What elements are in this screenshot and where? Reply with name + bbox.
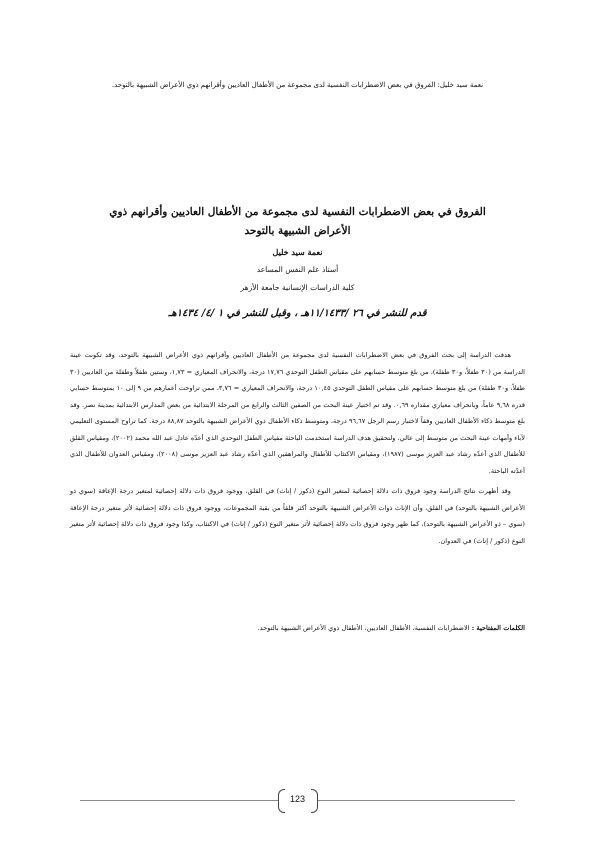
keywords (70, 622, 525, 634)
author-position: أستاذ علم النفس المساعد (256, 265, 339, 274)
paper-title: الفروق في بعض الاضطرابات النفسية لدى مجموعة من الأطفال العاديين وأقرانهم ذوي الأعراض الشبيهة بالتوحد (109, 206, 486, 237)
keywords-text: الاضطرابات النفسية، الأطفال العاديين، الأطفال ذوي الأعراض الشبيهة بالتوحد. (257, 624, 470, 632)
submission-dates: قدم للنشر في ٢٦ /١١/١٤٣٣هـ ، وقبل للنشر في ١ /٤/ ١٤٣٤هـ (168, 308, 427, 319)
abstract (70, 347, 525, 553)
abstract-paragraph-1: هدفت الدراسة إلى بحث الفروق في بعض الاضطرابات النفسية لدى مجموعة من الأطفال العاديين وأقرانهم ذوي الأعراض الشبيهة بالتوحد، وقد تكونت عينة الدراسة من (٣٠ طفلاً، و٣٠ طفلة)، من بلغ متوسط حسابهم على مقياس الطفل التوحدي ١٧,٧٦ درجة، والانحراف المعياري = ١,٧٣، وستين طفلاً وطفلة من العاديين (٣٠ طفلاً، و٣٠ طفلة) من بلغ متوسط حسابهم على مقياس الطفل التوحدي ١٠,٤٥ درجة، والانحراف المعياري = ٣,٧٦، ممن تراوحت أعمارهم من ٩ إلى ١٠ بمتوسط حسابي قدره ٩,٦٨ عاماً، وبانحراف معياري مقداره ٠,٦٩. وقد تم اختيار عينة البحث من الصفين الثالث والرابع من المرحلة الابتدائية من بعض المدارس الابتدائية بمدينة نصر. وقد بلغ متوسط ذكاء الأطفال العاديين وفقاً لاختبار رسم الرجل ٩٦,٦٧ درجة، ومتوسط ذكاء الأطفال ذوي الأعراض الشبيهة بالتوحد ٨٨,٨٧ درجة. كما تراوح المستوى التعليمي لآباء وأمهات عينة البحث من متوسط إلى عالي، ولتحقيق هدف الدراسة استخدمت الباحثة مقياس الطفل التوحدي الذي أعدّه عادل عبد الله محمد (٢٠٠٢)، ومقياس القلق للأطفال الذي أعدّه رشاد عبد العزيز موسى (١٩٨٧)، ومقياس الاكتئاب للأطفال والمراهقين الذي أعدّه رشاد عبد العزيز موسى (٢٠٠٨)، ومقياس العدوان للأطفال الذي أعدّته الباحثة. (70, 351, 525, 475)
page-number: 123 (289, 794, 306, 804)
abstract-paragraph-2: وقد أظهرت نتائج الدراسة وجود فروق ذات دلالة إحصائية لمتغير النوع (ذكور / إناث) في القلق، ووجود فروق ذات دلالة إحصائية لمتغير درجة الإعاقة (سوي ذو الأعراض الشبيهة بالتوحد) في القلق، وأن الإناث ذوات الأعراض الشبيهة بالتوحد أكثر قلقاً من بقية المجموعات، ووجود فروق ذات دلالة إحصائية لأثر متغير درجة الإعاقة (سوي – ذو الأعراض الشبيهة بالتوحد)، كما ظهر وجود فروق ذات دلالة إحصائية لأثر متغير النوع (ذكور / إناث) في الاكتئاب، وكذا وجود فروق ذات دلالة إحصائية لأثر متغير النوع (ذكور / إناث) في العدوان. (70, 487, 525, 545)
author-affiliation: كلية الدراسات الإنسانية جامعة الأزهر (240, 283, 355, 292)
page-number-frame (278, 789, 318, 811)
running-header: نعمة سيد خليل: الفروق في بعض الاضطرابات النفسية لدى مجموعة من الأطفال العاديين وأقرانهم ذوي الأعراض الشبيهة بالتوحد. (111, 81, 484, 89)
keywords-label: الكلمات المفتاحية : (471, 624, 525, 632)
page-footer (80, 786, 515, 816)
author-name: نعمة سيد خليل (272, 247, 323, 257)
